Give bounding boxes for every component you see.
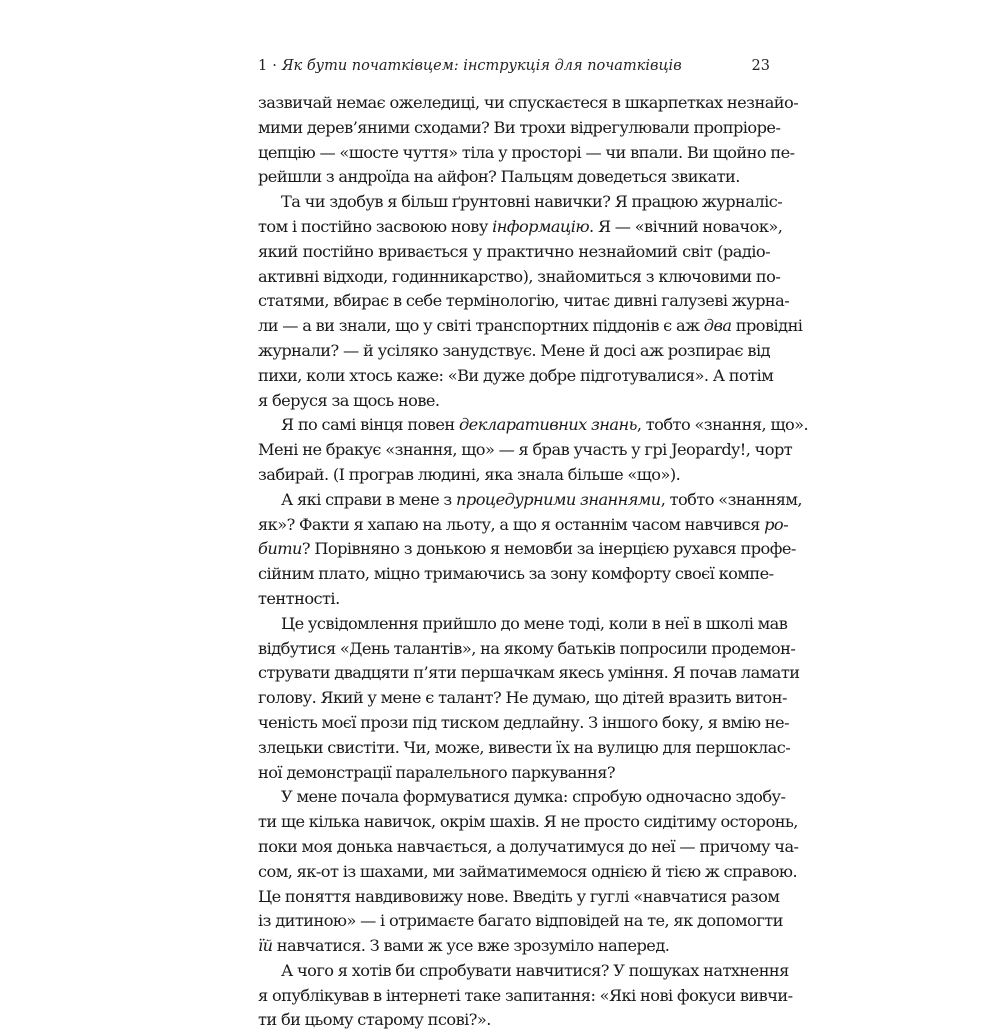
text-line: сом, як-от із шахами, ми займатимемося однією й тією ж справою.: [258, 861, 798, 881]
text-line: ченість моєї прози під тиском дедлайну. З іншого боку, я вмію не-: [258, 712, 789, 732]
text-line: злецьки свистіти. Чи, може, вивести їх на вулицю для першоклас-: [258, 737, 791, 757]
text-line: активні відходи, годинникарство), знайомиться з ключовими по-: [258, 266, 781, 286]
text-run: ? Порівняно з донькою я немовби за інерцією рухався профе-: [301, 539, 796, 559]
text-line: [258, 537, 796, 562]
text-line: [258, 314, 803, 339]
text-line: [258, 413, 809, 438]
text-line: який постійно вривається у практично незнайомий світ (радіо-: [258, 241, 770, 261]
text-line: сійним плато, міцно тримаючись за зону комфорту своєї компе-: [258, 564, 774, 584]
emphasis-text: інформацію: [492, 216, 590, 236]
text-line: зазвичай немає ожеледиці, чи спускаєтеся в шкарпетках незнайо-: [258, 93, 799, 112]
text-line: тентності.: [258, 588, 340, 608]
text-run: як»? Факти я хапаю на льоту, а що я останнім часом навчився: [258, 514, 765, 534]
text-line: забирай. (І програв людині, яка знала більше «що»).: [258, 464, 681, 484]
text-line: [258, 513, 788, 538]
text-line: статями, вбирає в себе термінологію, читає дивні галузеві журна-: [258, 291, 790, 311]
text-run: А які справи в мене з: [281, 489, 456, 509]
text-line: [258, 488, 803, 513]
text-line: ти би цьому старому псові?».: [258, 1010, 491, 1030]
text-run: . Я — «вічний новачок»,: [589, 216, 783, 236]
text-line: [258, 934, 770, 959]
text-run: том і постійно засвоюю нову: [258, 216, 493, 236]
text-line: пихи, коли хтось каже: «Ви дуже добре підготувалися». А потім: [258, 365, 774, 385]
text-line: Мені не бракує «знання, що» — я брав участь у грі Jeopardy!, чорт: [258, 440, 793, 460]
text-line: Це поняття навдивовижу нове. Введіть у гуглі «навчатися разом: [258, 886, 780, 906]
page-number: 23: [751, 58, 770, 74]
text-line: рейшли з андроїда на айфон? Пальцям доведеться звикати.: [258, 167, 740, 187]
text-line: струвати двадцяти п’яти першачкам якесь уміння. Я почав ламати: [258, 663, 800, 683]
emphasis-text: два: [703, 316, 732, 336]
emphasis-text: процедурними знаннями: [456, 489, 661, 509]
body-text: [258, 91, 809, 1033]
text-line: журнали? — й усіляко занудствує. Мене й досі аж розпирає від: [258, 340, 770, 360]
text-line: [258, 215, 783, 240]
text-line: У мене почала формуватися думка: спробую одночасно здобу-: [281, 787, 786, 807]
text-line: поки моя донька навчається, а долучатимуся до неї — причому ча-: [258, 836, 799, 856]
text-run: , тобто «знанням,: [660, 489, 803, 509]
text-run: , тобто «знання, що».: [636, 415, 809, 435]
text-line: цепцію — «шосте чуття» тіла у просторі — чи впали. Ви щойно пе-: [258, 142, 795, 162]
text-line: А чого я хотів би спробувати навчитися? У пошуках натхнення: [281, 960, 789, 980]
text-line: із дитиною» — і отримаєте багато відповідей на те, як допомогти: [258, 911, 783, 931]
running-head: [258, 55, 770, 77]
text-run: Я по самі вінця повен: [281, 415, 459, 435]
text-run: провідні: [731, 316, 803, 336]
text-line: Це усвідомлення прийшло до мене тоді, коли в неї в школі мав: [281, 613, 788, 633]
chapter-number: 1: [258, 58, 268, 74]
running-head-chapter: [258, 55, 682, 77]
text-line: відбутися «День талантів», на якому батьків попросили продемон-: [258, 638, 796, 658]
text-run: ли — а ви знали, що у світі транспортних піддонів є аж: [258, 316, 704, 336]
text-line: ної демонстрації паралельного паркування?: [258, 762, 616, 782]
text-line: я опублікував в інтернеті таке запитання: «Які нові фокуси вивчи-: [258, 985, 793, 1005]
emphasis-text: декларативних знань: [458, 415, 637, 435]
text-line: Та чи здобув я більш ґрунтовні навички? Я працюю журналіс-: [281, 192, 783, 212]
text-line: мими дерев’яними сходами? Ви трохи відрегулювали пропріоре-: [258, 117, 781, 137]
chapter-title: Як бути початківцем: інструкція для початківців: [281, 58, 682, 74]
emphasis-text: їй: [258, 936, 273, 956]
emphasis-text: ро-: [764, 514, 788, 534]
running-head-separator: ·: [272, 58, 277, 74]
emphasis-text: бити: [258, 539, 302, 559]
text-line: я беруся за щось нове.: [258, 390, 440, 410]
text-run: навчатися. З вами ж усе вже зрозуміло наперед.: [272, 936, 670, 956]
text-line: голову. Який у мене є талант? Не думаю, що дітей вразить витон-: [258, 688, 787, 708]
text-line: ти ще кілька навичок, окрім шахів. Я не просто сидітиму осторонь,: [258, 812, 798, 832]
